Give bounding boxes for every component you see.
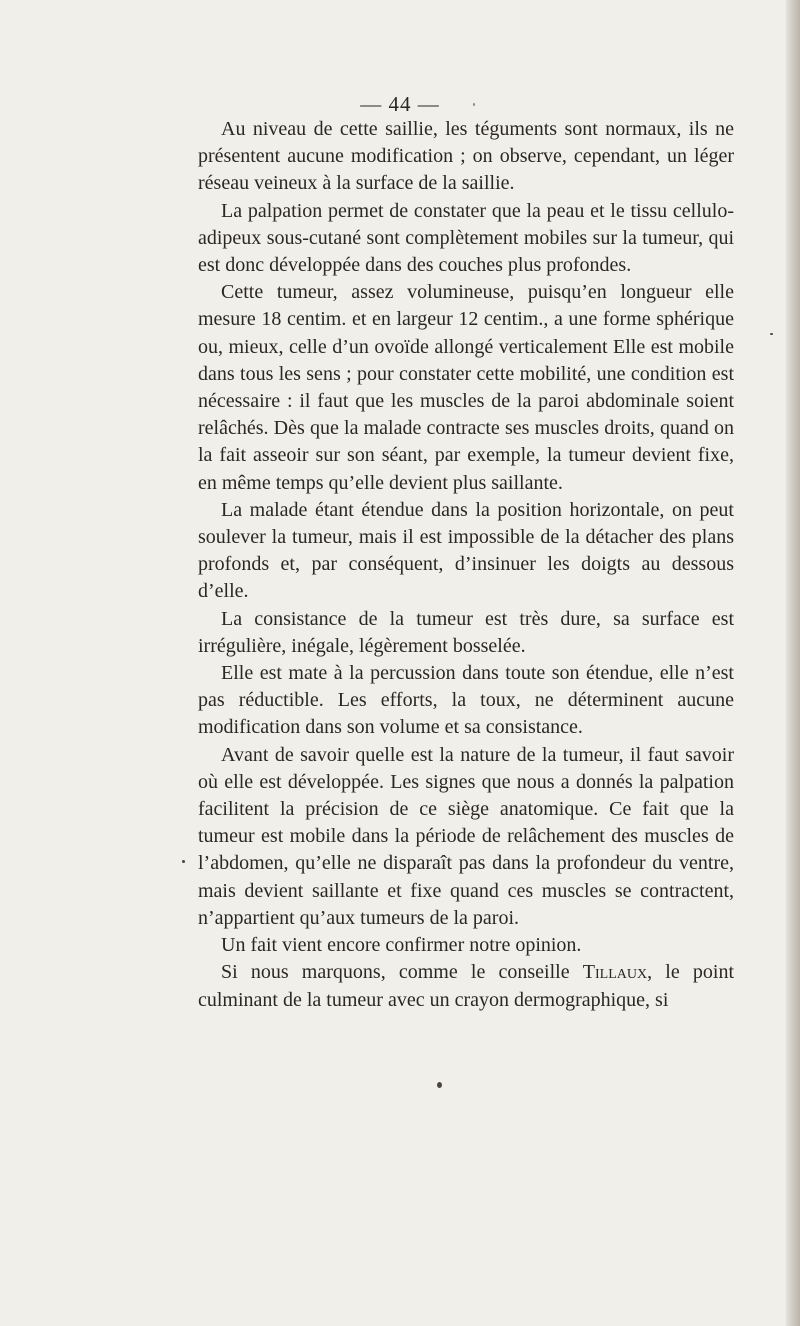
body-text: [198, 116, 734, 1014]
scan-speck: [182, 860, 185, 863]
scan-speck: [437, 1082, 442, 1088]
author-name-small-caps: Tillaux: [582, 961, 648, 984]
scan-speck: [770, 333, 773, 335]
page-number: — 44 —: [360, 92, 440, 116]
paragraph-9: [198, 959, 734, 1013]
paragraph-2: La palpation permet de constater que la peau et le tissu cellulo-adipeux sous-cutané sont complètement mobiles sur la tumeur, qui est donc développée dans des couches plus profondes.: [198, 199, 734, 277]
paragraph-1: Au niveau de cette saillie, les téguments sont normaux, ils ne présentent aucune modification ; on observe, cependant, un léger réseau veineux à la surface de la saillie.: [198, 118, 734, 195]
paragraph-9-start: Si nous marquons, comme le conseille: [221, 961, 583, 984]
paragraph-6: Elle est mate à la percussion dans toute son étendue, elle n’est pas réductible. Les efforts, la toux, ne déterminent aucune modification dans son volume et sa consistance.: [198, 662, 734, 739]
paragraph-5: La consistance de la tumeur est très dure, sa surface est irrégulière, inégale, légèrement bosselée.: [198, 607, 734, 657]
paragraph-9-end: , le point culminant de la tumeur avec un crayon dermographique, si: [198, 961, 735, 1011]
paragraph-4: La malade étant étendue dans la position horizontale, on peut soulever la tumeur, mais il est impossible de la détacher des plans profonds et, par conséquent, d’insinuer les doigts au dessous d’elle.: [198, 498, 734, 603]
paragraph-3: Cette tumeur, assez volumineuse, puisqu’en longueur elle mesure 18 centim. et en largeur 12 centim., a une forme sphérique ou, mieux, celle d’un ovoïde allongé verticalement Elle est mobile dans tous les sens ; pour constater cette mobilité, une condition est nécessaire : il faut que les muscles de la paroi abdominale soient relâchés. Dès que la malade contracte ses muscles droits, quand on la fait asseoir sur son séant, par exemple, la tumeur devient fixe, en même temps qu’elle devient plus saillante.: [198, 281, 734, 494]
paragraph-8: Un fait vient encore confirmer notre opinion.: [221, 934, 582, 957]
page-edge: [786, 0, 800, 1326]
paragraph-7: Avant de savoir quelle est la nature de la tumeur, il faut savoir où elle est développée. Les signes que nous a donnés la palpation facilitent la précision de ce siège anatomique. Ce fait que la tumeur est mobile dans la période de relâchement des muscles de l’abdomen, qu’elle ne disparaît pas dans la profondeur du ventre, mais devient saillante et fixe quand ces muscles se contractent, n’appartient qu’aux tumeurs de la paroi.: [198, 743, 734, 929]
scan-speck: [473, 103, 475, 106]
